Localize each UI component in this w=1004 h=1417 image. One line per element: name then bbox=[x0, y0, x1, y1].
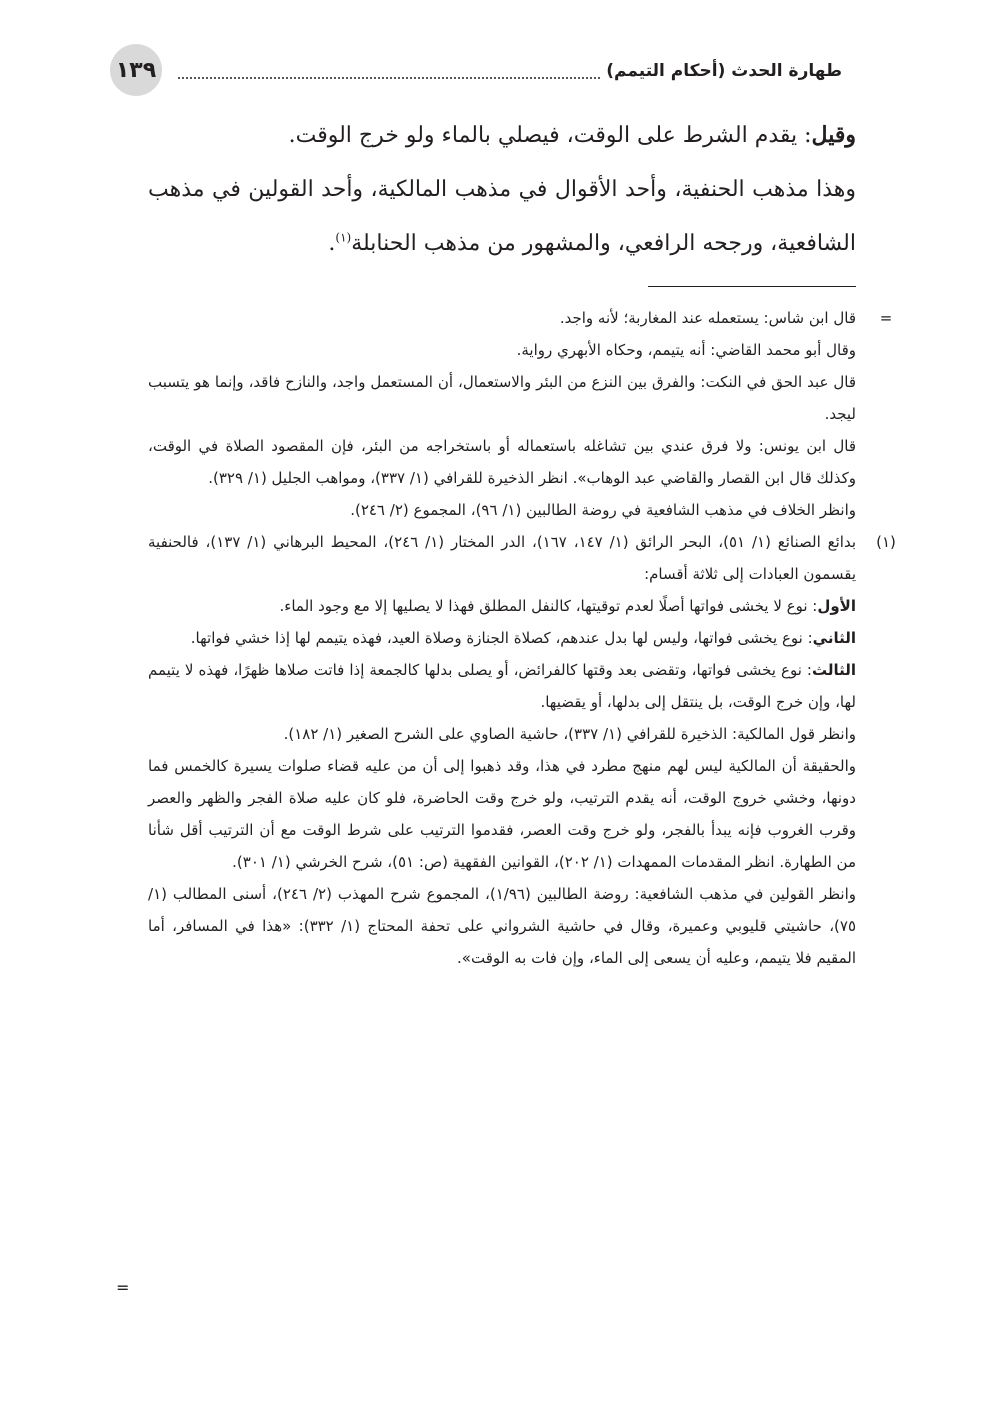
paragraph-label-qil: وقيل bbox=[811, 122, 856, 148]
main-text bbox=[148, 108, 856, 271]
page-number bbox=[110, 44, 162, 96]
main-paragraph-2 bbox=[148, 163, 856, 271]
footnote-line: بدائع الصنائع (١/ ٥١)، البحر الرائق (١/ ١٤٧، ١٦٧)، الدر المختار (١/ ٢٤٦)، المحيط البرهاني (١/ ١٣٧)، فالحنفية يقسمون العبادات إلى ثلاثة أقسام: bbox=[148, 533, 857, 583]
footnote-line: وانظر القولين في مذهب الشافعية: روضة الطالبين (١/٩٦)، المجموع شرح المهذب (٢/ ٢٤٦)، أسنى المطالب (١/ ٧٥)، حاشيتي قليوبي وعميرة، وقال في حاشية الشرواني على تحفة المحتاج (١/ ٣٣٢): «هذا في المسافر، أما المقيم فلا يتيمم، وعليه أن يسعى إلى الماء، وإن فات به الوقت». bbox=[148, 885, 857, 967]
footnote-paragraph bbox=[148, 622, 856, 654]
footnote-paragraph bbox=[148, 718, 856, 750]
running-header bbox=[172, 56, 842, 86]
footnote-1-marker[interactable]: (١) bbox=[876, 533, 896, 551]
footnote-reference-1[interactable]: (١) bbox=[335, 230, 352, 245]
footnote-line: : نوع يخشى فواتها، وتقضى بعد وقتها كالفرائض، أو يصلى بدلها كالجمعة إذا فاتت صلاها ظهرًا، فهذه لا يتيمم لها، وإن خرج الوقت، بل ينتقل إلى بدلها، أو يقضيها. bbox=[148, 661, 856, 711]
running-title: طهارة الحدث (أحكام التيمم) bbox=[606, 61, 842, 81]
footnote-line: قال عبد الحق في النكت: والفرق بين النزع من البئر والاستعمال، أن المستعمل واجد، والنازح فاقد، وإنما هو يتسبب ليجد. bbox=[148, 373, 856, 423]
footnotes bbox=[148, 302, 896, 974]
footnote-continuation bbox=[148, 302, 893, 334]
footnote-paragraph bbox=[148, 430, 856, 494]
footnote-1 bbox=[148, 526, 896, 590]
continuation-marker: = bbox=[879, 309, 893, 327]
footnote-line: : نوع لا يخشى فواتها أصلًا لعدم توقيتها، كالنفل المطلق فهذا لا يصليها إلا مع وجود الماء. bbox=[279, 597, 818, 615]
footnote-paragraph bbox=[148, 878, 856, 974]
label-first: الأول bbox=[817, 597, 856, 615]
footnote-line: قال ابن يونس: ولا فرق عندي بين تشاغله باستعماله أو باستخراجه من البئر، فإن المقصود الصلاة في الوقت، وكذلك قال ابن القصار والقاضي عبد الوهاب». انظر الذخيرة للقرافي (١/ ٣٣٧)، ومواهب الجليل (١/ ٣٢٩). bbox=[148, 437, 856, 487]
footnote-line: : نوع يخشى فواتها، وليس لها بدل عندهم، كصلاة الجنازة وصلاة العيد، فهذه يتيمم لها إذا خشي فواتها. bbox=[190, 629, 813, 647]
header-dotted-leader bbox=[178, 63, 600, 79]
label-second: الثاني bbox=[812, 629, 856, 647]
footnote-paragraph bbox=[148, 654, 856, 718]
footnote-paragraph bbox=[148, 334, 856, 366]
footnote-separator bbox=[648, 286, 856, 287]
label-third: الثالث bbox=[811, 661, 856, 679]
footnote-line: قال ابن شاس: يستعمله عند المغاربة؛ لأنه واجد. bbox=[559, 309, 856, 327]
footnote-paragraph bbox=[148, 366, 856, 430]
footnote-line: والحقيقة أن المالكية ليس لهم منهج مطرد في هذا، وقد ذهبوا إلى أن من عليه قضاء صلوات يسيرة كالخمس فما دونها، وخشي خروج الوقت، أنه يقدم الترتيب، ولو خرج وقت الحاضرة، فلو كان عليه صلاة الفجر والظهر والعصر وقرب الغروب فإنه يبدأ بالفجر، ولو خرج وقت العصر، فقدموا الترتيب على شرط الوقت مع أن الترتيب أقل شأنا من الطهارة. انظر المقدمات الممهدات (١/ ٢٠٢)، القوانين الفقهية (ص: ٥١)، شرح الخرشي (١/ ٣٠١). bbox=[148, 757, 856, 871]
main-paragraph-1 bbox=[148, 108, 856, 163]
paragraph-2-text: وهذا مذهب الحنفية، وأحد الأقوال في مذهب المالكية، وأحد القولين في مذهب الشافعية، ورجحه الرافعي، والمشهور من مذهب الحنابلة bbox=[148, 177, 856, 256]
footnote-line: وقال أبو محمد القاضي: أنه يتيمم، وحكاه الأبهري رواية. bbox=[516, 341, 856, 359]
paragraph-1-text: : يقدم الشرط على الوقت، فيصلي بالماء ولو خرج الوقت. bbox=[288, 123, 812, 148]
footnote-paragraph bbox=[148, 494, 856, 526]
footnote-line: وانظر قول المالكية: الذخيرة للقرافي (١/ ٣٣٧)، حاشية الصاوي على الشرح الصغير (١/ ١٨٢). bbox=[283, 725, 856, 743]
footnote-paragraph bbox=[148, 590, 856, 622]
continues-next-page-marker: = bbox=[116, 1278, 130, 1297]
footnote-paragraph bbox=[148, 750, 856, 878]
footnote-line: وانظر الخلاف في مذهب الشافعية في روضة الطالبين (١/ ٩٦)، المجموع (٢/ ٢٤٦). bbox=[350, 501, 856, 519]
page-number-text: ١٣٩ bbox=[115, 57, 157, 83]
paragraph-2-end: . bbox=[328, 231, 336, 256]
